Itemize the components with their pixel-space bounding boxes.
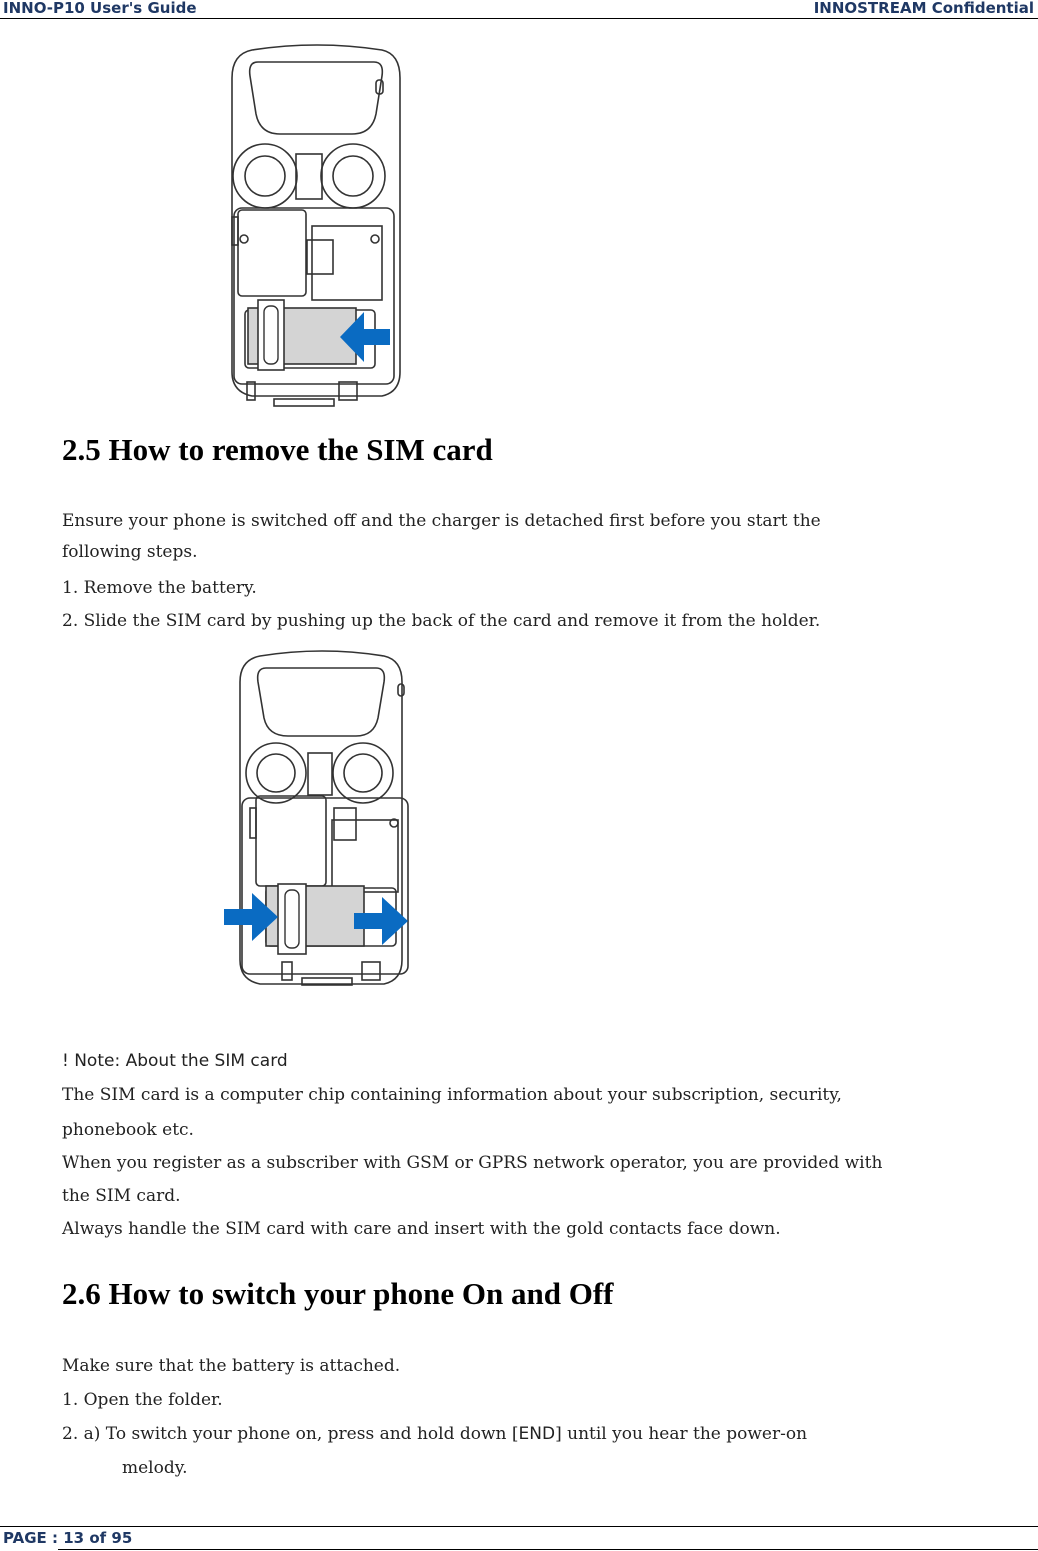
header-doc-title: INNO-P10 User's Guide bbox=[3, 0, 197, 17]
page-header bbox=[0, 0, 1038, 19]
note-line4: the SIM card. bbox=[62, 1186, 181, 1206]
section-2-5-heading: 2.5 How to remove the SIM card bbox=[62, 432, 493, 467]
section-2-5-intro-line2: following steps. bbox=[62, 542, 198, 562]
note-line2: phonebook etc. bbox=[62, 1120, 194, 1140]
footer-rule bbox=[58, 1549, 1038, 1550]
note-title: ! Note: About the SIM card bbox=[62, 1051, 288, 1071]
section-2-6-line1: Make sure that the battery is attached. bbox=[62, 1356, 401, 1376]
page-number: PAGE : 13 of 95 bbox=[3, 1529, 133, 1547]
sim-remove-figure bbox=[222, 648, 422, 1000]
section-2-6-step2a bbox=[62, 1421, 807, 1447]
section-2-5-intro-line1: Ensure your phone is switched off and the charger is detached first before you start the bbox=[62, 511, 821, 531]
header-confidential: INNOSTREAM Confidential bbox=[813, 0, 1034, 17]
step2a-prefix: 2. a) To switch your phone on, press and hold down [ bbox=[62, 1424, 519, 1444]
sim-insert-figure bbox=[212, 42, 422, 414]
page-footer bbox=[0, 1526, 1038, 1551]
section-2-6-step2a-cont: melody. bbox=[122, 1458, 188, 1478]
note-line1: The SIM card is a computer chip containing information about your subscription, security, bbox=[62, 1085, 842, 1105]
note-line5: Always handle the SIM card with care and insert with the gold contacts face down. bbox=[62, 1219, 781, 1239]
section-2-6-heading: 2.6 How to switch your phone On and Off bbox=[62, 1276, 614, 1311]
step2a-suffix: ] until you hear the power-on bbox=[555, 1424, 808, 1444]
section-2-5-step2: 2. Slide the SIM card by pushing up the back of the card and remove it from the holder. bbox=[62, 611, 821, 631]
section-2-6-step1: 1. Open the folder. bbox=[62, 1390, 223, 1410]
note-line3: When you register as a subscriber with GSM or GPRS network operator, you are provided with bbox=[62, 1153, 883, 1173]
section-2-5-step1: 1. Remove the battery. bbox=[62, 578, 257, 598]
end-key-label: END bbox=[518, 1424, 556, 1444]
